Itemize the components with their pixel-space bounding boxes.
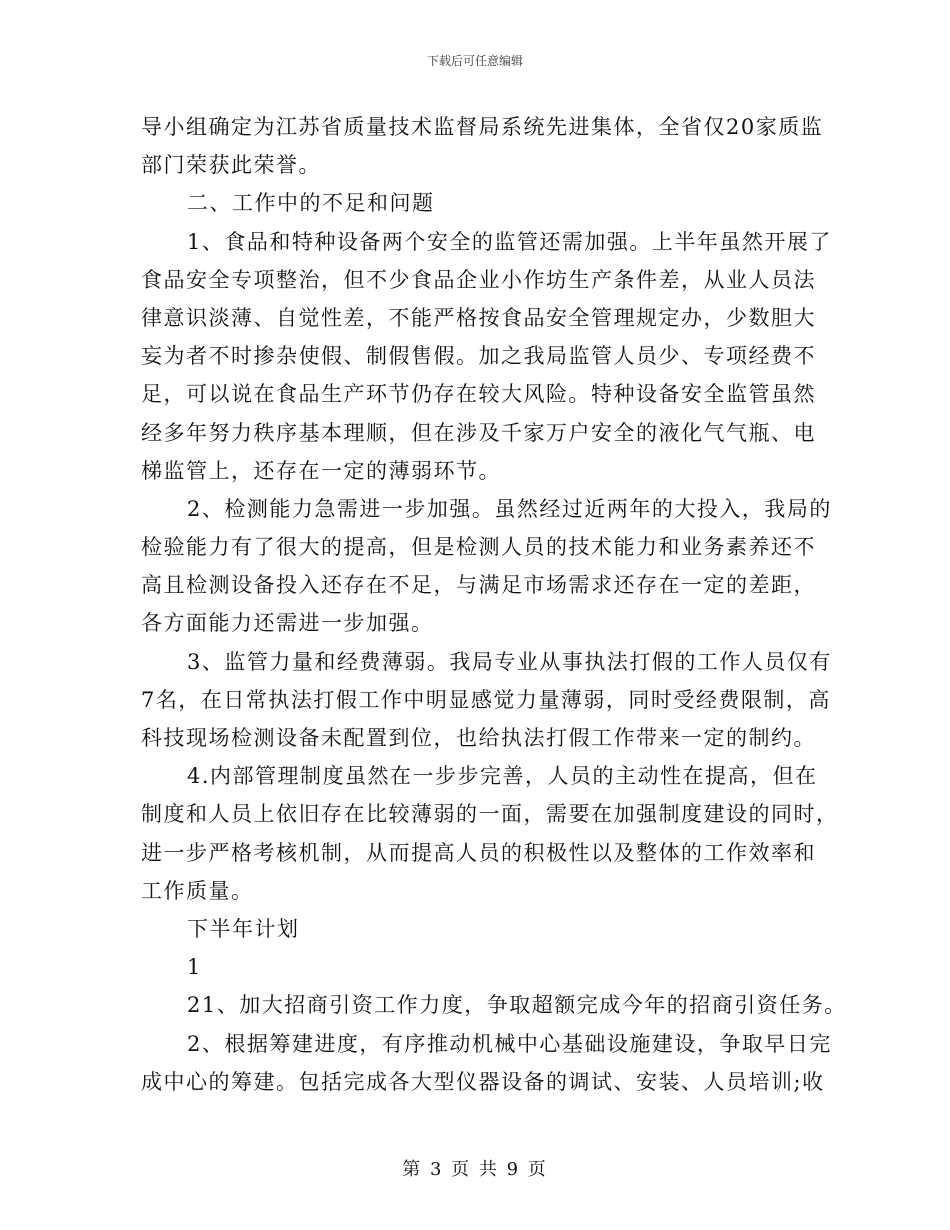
text-line: 4.内部管理制度虽然在一步步完善，人员的主动性在提高，但在 — [187, 764, 818, 789]
text-line: 下半年计划 — [187, 916, 300, 941]
text-line: 经多年努力秩序基本理顺，但在涉及千家万户安全的液化气气瓶、电 — [141, 420, 816, 445]
text-line: 检验能力有了很大的提高，但是检测人员的技术能力和业务素养还不 — [141, 535, 816, 560]
text-line: 导小组确定为江苏省质量技术监督局系统先进集体，全省仅20家质监 — [141, 115, 824, 139]
text-line: 科技现场检测设备未配置到位，也给执法打假工作带来一定的制约。 — [141, 726, 816, 750]
text-line: 1、食品和特种设备两个安全的监管还需加强。上半年虽然开展了 — [187, 229, 832, 254]
page-footer: 第 3 页 共 9 页 — [402, 1159, 548, 1180]
text-line: 成中心的筹建。包括完成各大型仪器设备的调试、安装、人员培训;收 — [141, 1069, 825, 1094]
text-line: 部门荣获此荣誉。 — [141, 153, 321, 178]
text-line: 食品安全专项整治，但不少食品企业小作坊生产条件差，从业人员法 — [141, 267, 816, 292]
text-line: 妄为者不时掺杂使假、制假售假。加之我局监管人员少、专项经费不 — [141, 344, 816, 369]
text-line: 律意识淡薄、自觉性差，不能严格按食品安全管理规定办，少数胆大 — [141, 305, 816, 330]
text-line: 工作质量。 — [141, 878, 254, 903]
text-line: 进一步严格考核机制，从而提高人员的积极性以及整体的工作效率和 — [141, 840, 816, 865]
page-header: 下载后可任意编辑 — [426, 54, 523, 68]
text-line: 7名，在日常执法打假工作中明显感觉力量薄弱，同时受经费限制，高 — [141, 687, 831, 712]
text-line: 21、加大招商引资工作力度，争取超额完成今年的招商引资任务。 — [187, 993, 847, 1018]
text-line: 高且检测设备投入还存在不足，与满足市场需求还存在一定的差距， — [141, 573, 816, 598]
text-line: 3、监管力量和经费薄弱。我局专业从事执法打假的工作人员仅有 — [187, 649, 832, 674]
document-body — [141, 108, 847, 1101]
text-line: 二、工作中的不足和问题 — [187, 191, 435, 216]
text-line: 梯监管上，还存在一定的薄弱环节。 — [141, 458, 501, 483]
text-line: 制度和人员上依旧存在比较薄弱的一面，需要在加强制度建设的同时， — [141, 802, 839, 827]
text-line: 2、根据筹建进度，有序推动机械中心基础设施建设，争取早日完 — [187, 1031, 832, 1056]
text-line: 足，可以说在食品生产环节仍存在较大风险。特种设备安全监管虽然 — [141, 382, 816, 407]
text-line: 2、检测能力急需进一步加强。虽然经过近两年的大投入，我局的 — [187, 496, 832, 521]
text-line: 1 — [187, 955, 202, 980]
text-line: 各方面能力还需进一步加强。 — [141, 611, 434, 636]
